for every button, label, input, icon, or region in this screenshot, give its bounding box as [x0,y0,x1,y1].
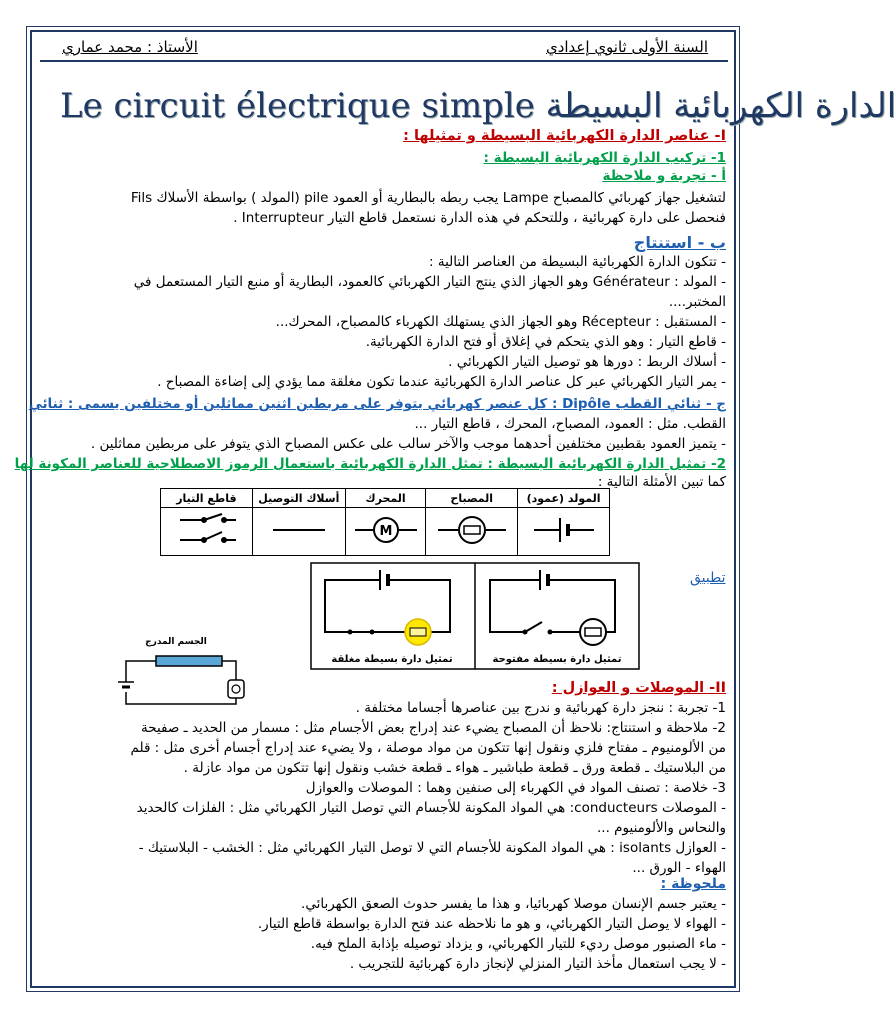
switch-symbol [161,508,253,556]
header-rule [40,60,728,62]
closed-circuit-caption: تمثيل دارة بسيطة مغلقة [331,654,453,665]
subsection-2-heading: 2- تمثيل الدارة الكهربائية البسيطة : تمثل الدارة الكهربائية باستعمال الرموز الاصطلاحية للعناصر المكونة لها [14,456,726,472]
tested-body-label: الجسم المدرج [145,637,207,647]
text-line: فنحصل على دارة كهربائية ، وللتحكم في هذه الدارة نستعمل قاطع التيار Interrupteur . [233,210,726,226]
symbols-table [160,488,610,556]
text-line: - تتكون الدارة الكهربائية البسيطة من العناصر التالية : [429,254,726,270]
table-header-motor: المحرك [345,489,425,508]
text-line: - العوازل isolants : هي المواد المكونة للأجسام التي لا توصل التيار الكهربائي مثل : الخشب - البلاستيك - [138,840,726,856]
text-line: والنحاس والألومنيوم ... [597,820,726,836]
text-line: - يتميز العمود بقطبين مختلفين أحدهما موجب والآخر سالب على عكس المصباح الذي يتوفر على مربطين مماثلين . [90,436,726,452]
circuit-examples [310,562,640,670]
text-line: المختبر.... [668,294,726,310]
text-line: - المولد : Générateur وهو الجهاز الذي ينتج التيار الكهربائي كالعمود، البطارية أو منبع التيار المستعمل في [133,274,726,290]
table-header-switch: قاطع التيار [161,489,253,508]
page-title: Le circuit électrique simple الدارة الكهربائية البسيطة [60,86,896,126]
lamp-symbol [426,508,518,556]
motor-symbol [345,508,425,556]
text-line: القطب. مثل : العمود، المصباح، المحرك ، قاطع التيار ... [414,416,726,432]
text-line: - يمر التيار الكهربائي عبر كل عناصر الدارة الكهربائية عندما تكون مغلقة مما يؤدي إلى إضاءة المصباح . [157,374,726,390]
application-label: تطبيق [690,570,726,586]
teacher-label: الأستاذ : محمد عماري [62,38,198,56]
text-line: من البلاستيك ـ قطعة ورق ـ قطعة طباشير ـ هواء ـ قطعة خشب ونقول إنها تتكون من مواد عازلة . [183,760,726,776]
text-line: كما تبين الأمثلة التالية : [597,474,726,490]
text-line: - ماء الصنبور موصل رديء للتيار الكهربائي، و يزداد توصيله بإذابة الملح فيه. [310,936,726,952]
text-line: - الهواء لا يوصل التيار الكهربائي، و هو ما نلاحظه عند فتح الدارة بواسطة قاطع التيار. [257,916,726,932]
conclusion-heading: ب - استنتاج [633,233,726,252]
text-line: 3- خلاصة : تصنف المواد في الكهرباء إلى صنفين وهما : الموصلات والعوازل [305,780,726,796]
text-line: - قاطع التيار : وهو الذي يتحكم في إغلاق أو فتح الدارة الكهربائية. [365,334,726,350]
section-2-heading: II- الموصلات و العوازل : [551,680,726,696]
text-line: الهواء - الورق ... [632,860,726,876]
text-line: لتشغيل جهاز كهربائي كالمصباح Lampe يجب ربطه بالبطارية أو العمود pile (المولد ) بواسطة الأسلاك Fils [130,190,726,206]
dipole-heading: ج - ثنائي القطب Dipôle : كل عنصر كهربائي يتوفر على مربطين اثنين مماثلين أو مختلفين يسمى : ثنائي [28,396,726,412]
text-line: من الألومنيوم ـ مفتاح فلزي ونقول إنها تتكون من مواد موصلة ، ولا يضيء عند إدراج أجسام أخرى مثل : قلم [130,740,726,756]
text-line: - لا يجب استعمال مأخذ التيار المنزلي لإنجاز دارة كهربائية للتجريب . [349,956,726,972]
text-line: - أسلاك الربط : دورها هو توصيل التيار الكهربائي . [448,354,726,370]
text-line: - المستقبل : Récepteur وهو الجهاز الذي يستهلك الكهرباء كالمصباح، المحرك... [275,314,726,330]
wire-symbol [252,508,345,556]
motor-letter: M [379,524,393,539]
section-1-heading: I- عناصر الدارة الكهربائية البسيطة و تمثيلها : [403,128,726,144]
generator-symbol [518,508,610,556]
table-header-lamp: المصباح [426,489,518,508]
remark-heading: ملحوظة : [660,876,726,892]
text-line: 2- ملاحظة و استنتاج: نلاحظ أن المصباح يضيء عند إدراج بعض الأجسام مثل : مسمار من الحديد ـ صفيحة [141,720,726,736]
text-line: - يعتبر جسم الإنسان موصلا كهربائيا، و هذا ما يفسر حدوث الصعق الكهربائي. [301,896,726,912]
text-line: 1- تجربة : ننجز دارة كهربائية و ندرج بين عناصرها أجساما مختلفة . [355,700,726,716]
grade-label: السنة الأولى ثانوي إعدادي [545,38,708,56]
table-header-generator: المولد (عمود) [518,489,610,508]
open-circuit-caption: تمثيل دارة بسيطة مفتوحة [492,654,622,665]
subsection-1-heading: 1- تركيب الدارة الكهربائية البسيطة : [483,150,726,166]
experiment-heading: أ - تجربة و ملاحظة [602,168,726,184]
table-header-wires: أسلاك التوصيل [252,489,345,508]
text-line: - الموصلات conducteurs: هي المواد المكونة للأجسام التي توصل التيار الكهربائي مثل : الفلزات كالحديد [136,800,726,816]
